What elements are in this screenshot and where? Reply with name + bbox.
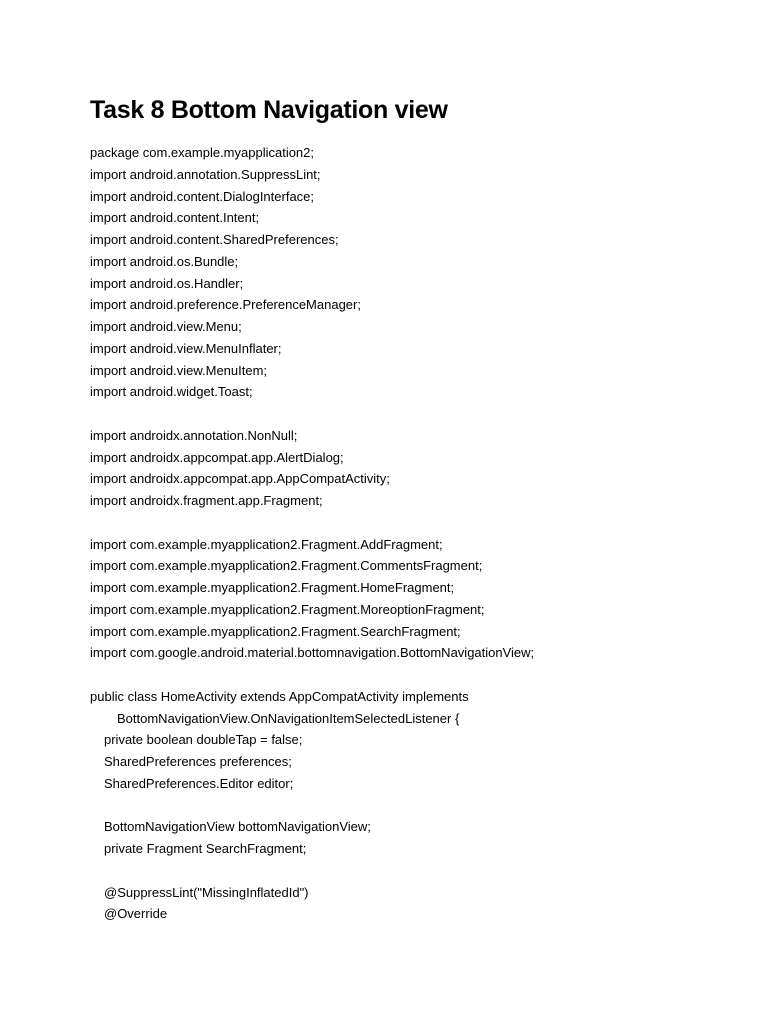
code-line: import androidx.appcompat.app.AppCompatActivity; — [90, 471, 390, 487]
code-line: import android.view.MenuItem; — [90, 362, 268, 378]
code-line: import android.content.Intent; — [90, 210, 260, 226]
code-line: import android.os.Handler; — [90, 275, 244, 291]
code-line: private Fragment SearchFragment; — [104, 841, 307, 856]
code-line: import androidx.annotation.NonNull; — [90, 427, 298, 443]
code-line: import android.view.MenuInflater; — [90, 340, 282, 356]
code-line: package com.example.myapplication2; — [90, 145, 315, 160]
code-line: @Override — [104, 906, 168, 922]
code-line: @SuppressLint("MissingInflatedId") — [104, 884, 309, 900]
code-line: import android.content.SharedPreferences; — [90, 232, 339, 247]
code-line: import android.os.Bundle; — [90, 253, 239, 269]
code-line: import com.google.android.material.bottomnavigation.BottomNavigationView; — [90, 645, 535, 661]
code-line: import android.widget.Toast; — [90, 384, 253, 400]
code-line: BottomNavigationView bottomNavigationView; — [104, 819, 371, 835]
page-title: Task 8 Bottom Navigation view — [90, 96, 448, 124]
code-line: import androidx.fragment.app.Fragment; — [90, 493, 323, 508]
code-line: import android.content.DialogInterface; — [90, 188, 315, 204]
code-line: import com.example.myapplication2.Fragment.HomeFragment; — [90, 580, 455, 595]
blank-line — [90, 664, 534, 686]
code-line: BottomNavigationView.OnNavigationItemSelectedListener { — [117, 710, 460, 726]
code-line: public class HomeActivity extends AppCompatActivity implements — [90, 688, 469, 704]
blank-line — [90, 512, 534, 534]
blank-line — [90, 860, 534, 882]
code-line: SharedPreferences preferences; — [104, 754, 292, 769]
code-line: import androidx.appcompat.app.AlertDialog; — [90, 449, 344, 465]
code-line: private boolean doubleTap = false; — [104, 732, 303, 748]
code-line: import com.example.myapplication2.Fragment.AddFragment; — [90, 536, 443, 552]
blank-line — [90, 795, 534, 817]
code-line: import com.example.myapplication2.Fragment.SearchFragment; — [90, 623, 461, 639]
blank-line — [90, 403, 534, 425]
code-line: SharedPreferences.Editor editor; — [104, 775, 294, 791]
code-line: import android.view.Menu; — [90, 319, 242, 334]
code-line: import android.preference.PreferenceManager; — [90, 297, 361, 313]
code-line: import com.example.myapplication2.Fragment.MoreoptionFragment; — [90, 601, 485, 617]
code-line: import com.example.myapplication2.Fragment.CommentsFragment; — [90, 558, 483, 574]
code-line: import android.annotation.SuppressLint; — [90, 166, 321, 182]
code-block — [90, 142, 534, 925]
